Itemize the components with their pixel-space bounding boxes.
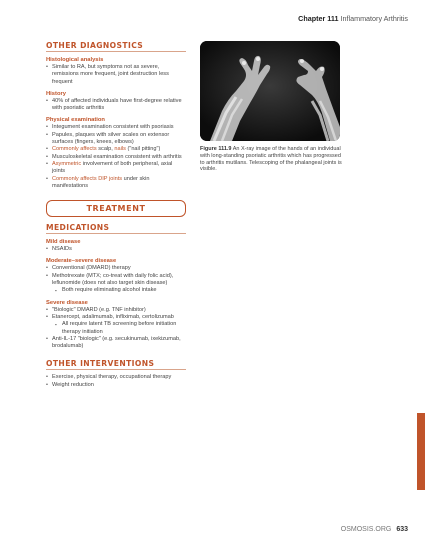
chapter-number: Chapter 111 xyxy=(298,14,339,23)
list-item: • Etanercept, adalimumab, infliximab, certolizumab xyxy=(46,314,186,321)
site-name: OSMOSIS.ORG xyxy=(340,526,392,533)
xray-hands-image xyxy=(200,41,340,141)
left-column xyxy=(46,41,186,389)
page-footer xyxy=(341,526,408,533)
item-text: scalp, xyxy=(96,146,115,153)
sub-list-item: ▪ All require latent TB screening before initiation therapy initiation xyxy=(46,321,186,336)
history-heading: History xyxy=(46,90,66,97)
sub-list-item: ▪ Both require eliminating alcohol intake xyxy=(46,287,186,294)
list-item: • Musculoskeletal examination consistent with arthritis xyxy=(46,154,186,161)
page-number: 633 xyxy=(396,526,408,533)
exam-heading: Physical examination xyxy=(46,117,105,124)
item-text: under skin manifestations xyxy=(52,175,150,189)
figure-caption-text: An X-ray image of the hands of an individual with long-standing psoriatic arthritis which has progressed to arthritis mutilans. Telescoping of the phalangeal joints is visible. xyxy=(200,146,342,173)
list-item: • Weight reduction xyxy=(46,382,186,389)
list-item: • Conventional (DMARD) therapy xyxy=(46,265,186,272)
histology-list xyxy=(46,64,186,86)
history-list xyxy=(46,98,186,113)
mild-list xyxy=(46,246,186,253)
exam-list xyxy=(46,124,186,190)
other-diagnostics-heading: OTHER DIAGNOSTICS xyxy=(46,41,186,52)
other-interventions-heading: OTHER INTERVENTIONS xyxy=(46,359,186,370)
figure-caption xyxy=(200,146,346,173)
severe-list xyxy=(46,307,186,351)
highlight-text: nails xyxy=(114,146,126,153)
chapter-title: Inflammatory Arthritis xyxy=(340,14,408,23)
interventions-list xyxy=(46,374,186,389)
list-item: • Anti-IL-17 "biologic" (e.g. secukinumab, ixekizumab, brodalumab) xyxy=(46,336,186,351)
list-item: • NSAIDs xyxy=(46,246,186,253)
list-item xyxy=(46,176,186,191)
severe-disease-heading: Severe disease xyxy=(46,299,88,306)
medications-heading: MEDICATIONS xyxy=(46,223,186,234)
list-item: • Exercise, physical therapy, occupational therapy xyxy=(46,374,186,381)
moderate-list xyxy=(46,265,186,294)
list-item xyxy=(46,146,186,153)
mild-disease-heading: Mild disease xyxy=(46,239,81,246)
figure-label: Figure 111.9 xyxy=(200,146,232,152)
highlight-text: Asymmetric xyxy=(52,160,82,167)
list-item: • Methotrexate (MTX; co-treat with daily folic acid), leflunomide (does not also target skin disease) xyxy=(46,273,186,288)
list-item: • Papules, plaques with silver scales on extensor surfaces (fingers, knees, elbows) xyxy=(46,132,186,147)
histology-heading: Histological analysis xyxy=(46,57,104,63)
list-item: • Similar to RA, but symptoms not as severe, remissions more frequent, joint destruction less frequent xyxy=(46,64,186,86)
xray-figure xyxy=(200,41,340,141)
treatment-banner: TREATMENT xyxy=(46,200,186,217)
list-item: • Integument examination consistent with psoriasis xyxy=(46,124,186,131)
highlight-text: Commonly affects xyxy=(52,146,97,153)
chapter-tab xyxy=(417,413,425,490)
list-item: • "Biologic" DMARD (e.g. TNF inhibitor) xyxy=(46,307,186,314)
list-item xyxy=(46,161,186,176)
list-item: • 40% of affected individuals have first-degree relative with psoriatic arthritis xyxy=(46,98,186,113)
moderate-disease-heading: Moderate–severe disease xyxy=(46,258,117,265)
item-text: involvement of both peripheral, axial joints xyxy=(52,160,173,175)
page-header xyxy=(298,14,408,23)
highlight-text: Commonly affects DIP joints xyxy=(52,175,123,182)
item-text: ("nail pitting") xyxy=(125,146,161,153)
